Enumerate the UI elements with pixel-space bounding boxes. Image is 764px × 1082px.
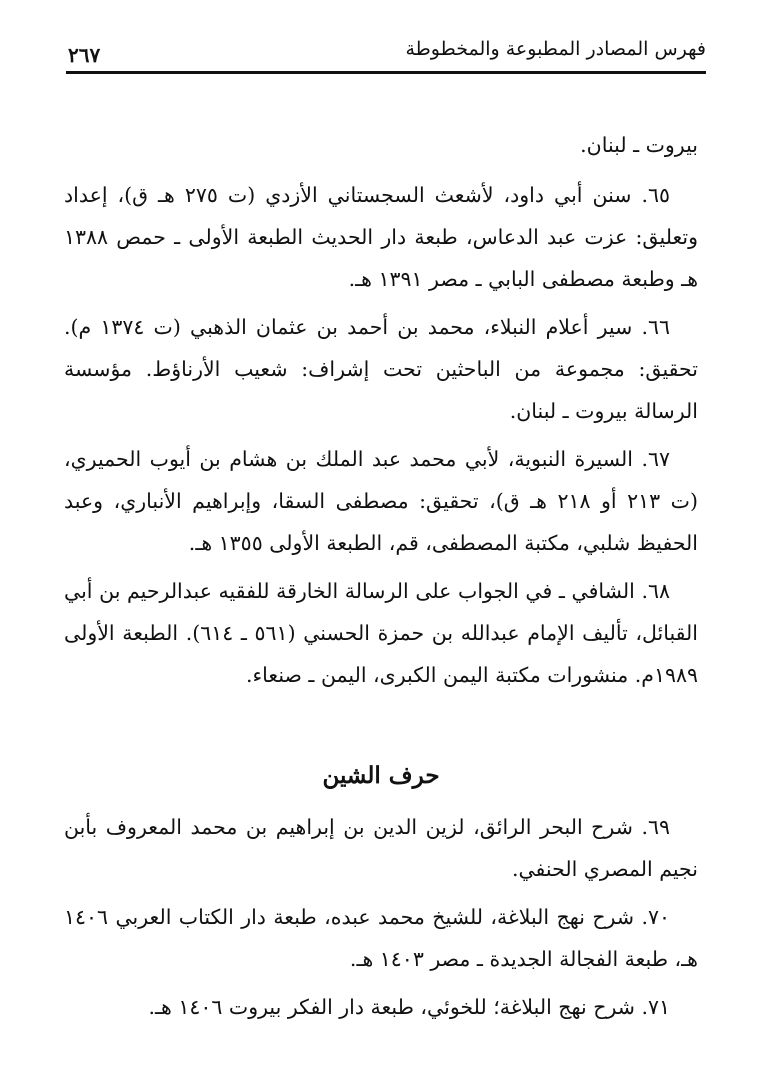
entry-71: ٧١. شرح نهج البلاغة؛ للخوئي، طبعة دار الفكر بيروت ١٤٠٦ هـ.	[148, 995, 670, 1019]
entry-65: ٦٥. سنن أبي داود، لأشعث السجستاني الأزدي (ت ٢٧٥ هـ ق)، إعداد وتعليق: عزت عبد الدعاس، طبعة دار الحديث الطبعة الأولى ـ حمص ١٣٨٨ هـ وطبعة مصطفى البابي ـ مصر ١٣٩١ هـ.	[64, 183, 698, 291]
header-rule	[66, 71, 706, 74]
entry-69: ٦٩. شرح البحر الرائق، لزين الدين بن إبراهيم بن محمد المعروف بأبن نجيم المصري الحنفي.	[64, 815, 698, 881]
header-title: فهرس المصادر المطبوعة والمخطوطة	[405, 38, 706, 60]
running-header	[68, 36, 706, 70]
entry-68: ٦٨. الشافي ـ في الجواب على الرسالة الخارقة للفقيه عبدالرحيم بن أبي القبائل، تأليف الإمام عبدالله بن حمزة الحسني (٥٦١ ـ ٦١٤). الطبعة الأولى ١٩٨٩م. منشورات مكتبة اليمن الكبرى، اليمن ـ صنعاء.	[64, 579, 698, 687]
entry-70: ٧٠. شرح نهج البلاغة، للشيخ محمد عبده، طبعة دار الكتاب العربي ١٤٠٦ هـ، طبعة الفجالة الجديدة ـ مصر ١٤٠٣ هـ.	[64, 905, 698, 971]
section-heading: حرف الشين	[322, 762, 440, 789]
page-number: ٢٦٧	[68, 43, 101, 67]
entry-continuation: بيروت ـ لبنان.	[580, 133, 698, 157]
body-text	[64, 124, 698, 1028]
entry-66: ٦٦. سير أعلام النبلاء، محمد بن أحمد بن عثمان الذهبي (ت ١٣٧٤ م). تحقيق: مجموعة من الباحثين تحت إشراف: شعيب الأرناؤط. مؤسسة الرسالة بيروت ـ لبنان.	[64, 315, 698, 423]
entry-67: ٦٧. السيرة النبوية، لأبي محمد عبد الملك بن هشام بن أيوب الحميري، (ت ٢١٣ أو ٢١٨ هـ ق)، تحقيق: مصطفى السقا، وإبراهيم الأنباري، وعبد الحفيظ شلبي، مكتبة المصطفى، قم، الطبعة الأولى ١٣٥٥ هـ.	[64, 447, 698, 555]
